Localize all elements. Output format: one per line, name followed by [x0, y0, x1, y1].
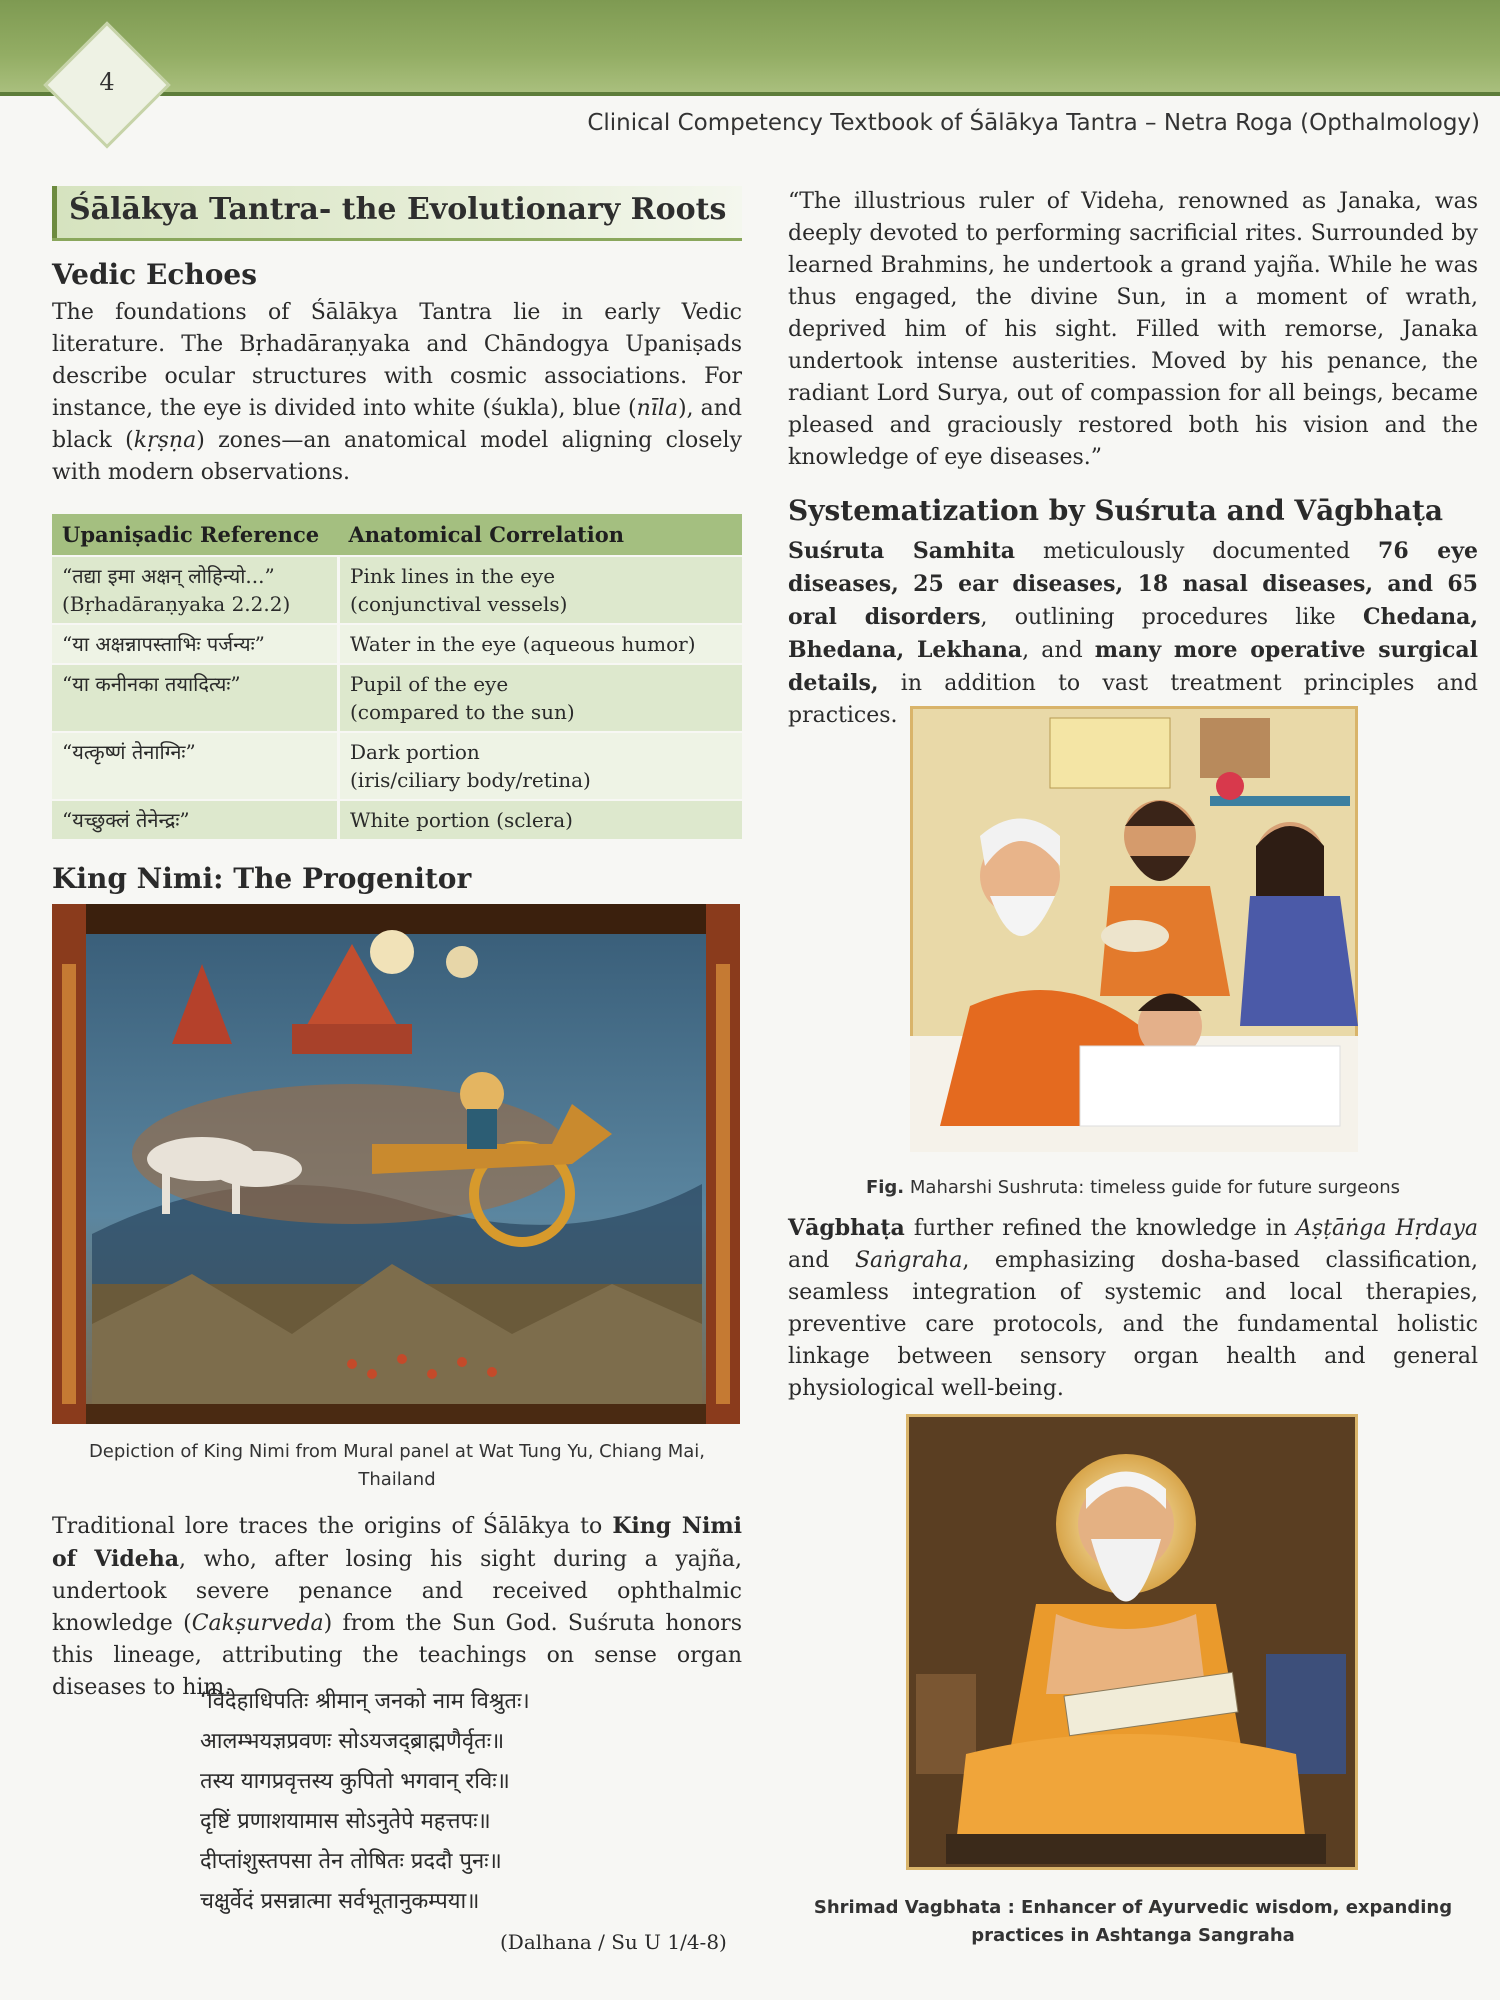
sushruta-illustration: [910, 706, 1358, 1152]
header-rule: [0, 92, 1500, 96]
table-row: [52, 664, 742, 732]
system-text-2: , outlining procedures like: [980, 605, 1363, 630]
systematization-paragraph: [788, 535, 1478, 732]
vagbhata-bold: Vāgbhaṭa: [788, 1215, 905, 1241]
system-text-3: , and: [1022, 638, 1095, 663]
vagbhata-paragraph: [788, 1212, 1478, 1405]
table-cell-correlation: Pupil of the eye (compared to the sun): [339, 664, 743, 732]
table-row: [52, 800, 742, 839]
vedic-text-4: ) zones—an anatomical model aligning closely with modern observations.: [52, 428, 743, 485]
vedic-heading: Vedic Echoes: [52, 258, 257, 291]
vagbhata-illustration: [906, 1414, 1358, 1870]
vagbhata-text-2: and: [788, 1248, 855, 1273]
mural-caption: [52, 1438, 742, 1494]
section-title-banner: [52, 186, 742, 240]
janaka-quote: “The illustrious ruler of Videha, renowned as Janaka, was deeply devoted to performing sacrificial rites. Surrounded by learned Brahmins, he undertook a grand yajña. While he was thus engaged, the divine Sun, in a moment of wrath, deprived him of his sight. Filled with remorse, Janaka undertook intense austerities. Moved by his penance, the radiant Lord Surya, out of compassion for all beings, became pleased and graciously restored both his vision and the knowledge of eye diseases.”: [788, 189, 1478, 470]
shloka-line: तस्य यागप्रवृत्तस्य कुपितो भगवान् रविः॥: [200, 1769, 510, 1794]
shloka-line: चक्षुर्वेदं प्रसन्नात्मा सर्वभूतानुकम्पया॥: [200, 1889, 480, 1914]
table-cell-correlation: Water in the eye (aqueous humor): [339, 624, 743, 664]
system-bold-1: Suśruta Samhita: [788, 538, 1016, 564]
systematization-section: [788, 494, 1478, 732]
janaka-quote-wrap: [788, 186, 1478, 474]
shloka-source: (Dalhana / Su U 1/4-8): [500, 1930, 727, 1954]
table-cell-correlation: Pink lines in the eye (conjunctival vessels): [339, 556, 743, 624]
nimi-text-3: ) from the Sun God. Suśruta honors this lineage, attributing the teachings on sense organ diseases to him.: [52, 1611, 742, 1700]
table-cell-reference: “यत्कृष्णं तेनाग्निः”: [52, 732, 339, 800]
system-bold-2: 76 eye diseases, 25 ear diseases, 18 nasal diseases, and 65 oral disorders: [788, 538, 1478, 630]
vagbhata-caption-line1: Shrimad Vagbhata : Enhancer of Ayurvedic wisdom, expanding: [813, 1897, 1453, 1918]
nimi-paragraph-wrap: [52, 1510, 742, 1704]
nimi-bold: King Nimi of Videha: [52, 1513, 742, 1572]
table-cell-correlation: Dark portion (iris/ciliary body/retina): [339, 732, 743, 800]
systematization-heading: Systematization by Suśruta and Vāgbhaṭa: [788, 494, 1444, 527]
nimi-heading-wrap: [52, 862, 742, 895]
header-band: [0, 0, 1500, 92]
section-title-rule: [52, 238, 742, 241]
upanishad-table: [52, 514, 742, 839]
vedic-text-3: ), and black (: [52, 396, 742, 453]
sushruta-caption: [788, 1174, 1478, 1202]
system-bold-4: many more operative surgical details,: [788, 637, 1478, 696]
shloka-line: आलम्भयज्ञप्रवणः सोऽयजद्ब्राह्मणैर्वृतः॥: [200, 1729, 505, 1754]
page-number: 4: [99, 68, 115, 96]
vedic-text-2: ), blue (: [549, 396, 637, 421]
shloka-block: [200, 1682, 620, 1922]
mural-caption-line2: Thailand: [358, 1469, 436, 1490]
nimi-paragraph: [52, 1510, 742, 1704]
vagbhata-caption: [788, 1894, 1478, 1950]
vagbhata-text-1: further refined the knowledge in: [904, 1216, 1296, 1241]
vagbhata-paragraph-wrap: [788, 1212, 1478, 1405]
shloka-line: दीप्तांशुस्तपसा तेन तोषितः प्रददौ पुनः॥: [200, 1849, 502, 1874]
nimi-text-1: Traditional lore traces the origins of Śālākya to: [52, 1514, 613, 1539]
vedic-paragraph: [52, 297, 742, 489]
vedic-section: [52, 258, 742, 489]
shloka-line: ‘विदेहाधिपतिः श्रीमान् जनको नाम विश्रुतः।: [200, 1689, 530, 1714]
system-text-1: meticulously documented: [1015, 539, 1379, 564]
upanishad-table-wrap: [52, 514, 742, 839]
king-nimi-mural-image: [52, 904, 740, 1424]
table-header-correlation: Anatomical Correlation: [339, 514, 743, 556]
shloka-line: दृष्टिं प्रणाशयामास सोऽनुतेपे महत्तपः॥: [200, 1809, 491, 1834]
vedic-text-1: The foundations of Śālākya Tantra lie in early Vedic literature. The Bṛhadāraṇyaka and Chāndogya Upaniṣads describe ocular structures with cosmic associations. For instance, the eye is divided into white (: [52, 300, 742, 421]
table-row: [52, 556, 742, 624]
nimi-italic: Cakṣurveda: [191, 1611, 324, 1636]
sushruta-image: [910, 706, 1358, 1152]
nimi-text-2: , who, after losing his sight during a yajña, undertook severe penance and received ophthalmic knowledge (: [52, 1547, 743, 1636]
vedic-term-krsna: kṛṣṇa: [133, 428, 197, 453]
mural-illustration: [52, 904, 740, 1424]
nimi-heading: King Nimi: The Progenitor: [52, 862, 472, 895]
table-cell-reference: “तद्या इमा अक्षन् लोहिन्यो...” (Bṛhadāraṇyaka 2.2.2): [52, 556, 339, 624]
sushruta-caption-text: Maharshi Sushruta: timeless guide for future surgeons: [904, 1177, 1401, 1198]
table-row: [52, 624, 742, 664]
section-title: Śālākya Tantra- the Evolutionary Roots: [69, 192, 727, 227]
vedic-term-nila: nīla: [636, 396, 678, 421]
vagbhata-text-3: , emphasizing dosha-based classification, seamless integration of systemic and local therapies, preventive care protocols, and the fundamental holistic linkage between sensory organ health and general physiological well-being.: [788, 1248, 1478, 1401]
system-bold-3: Chedana, Bhedana, Lekhana: [788, 604, 1478, 663]
running-title: Clinical Competency Textbook of Śālākya Tantra – Netra Roga (Opthalmology): [587, 110, 1480, 136]
table-cell-reference: “यच्छुक्लं तेनेन्द्रः”: [52, 800, 339, 839]
sushruta-caption-label: Fig.: [865, 1177, 905, 1198]
vagbhata-caption-line2: practices in Ashtanga Sangraha: [971, 1925, 1295, 1946]
vagbhata-italic-2: Saṅgraha: [854, 1248, 963, 1273]
mural-caption-line1: Depiction of King Nimi from Mural panel at Wat Tung Yu, Chiang Mai,: [88, 1441, 706, 1462]
table-cell-correlation: White portion (sclera): [339, 800, 743, 839]
vagbhata-italic-1: Aṣṭāṅga Hṛdaya: [1295, 1216, 1478, 1241]
vedic-term-sukla: śukla: [490, 396, 550, 421]
system-text-4: in addition to vast treatment principles and practices.: [788, 671, 1478, 728]
table-cell-reference: “या कनीनका तयादित्यः”: [52, 664, 339, 732]
table-header-reference: Upaniṣadic Reference: [52, 514, 339, 556]
table-cell-reference: “या अक्षन्नापस्ताभिः पर्जन्यः”: [52, 624, 339, 664]
table-row: [52, 732, 742, 800]
vagbhata-image: [906, 1414, 1358, 1870]
